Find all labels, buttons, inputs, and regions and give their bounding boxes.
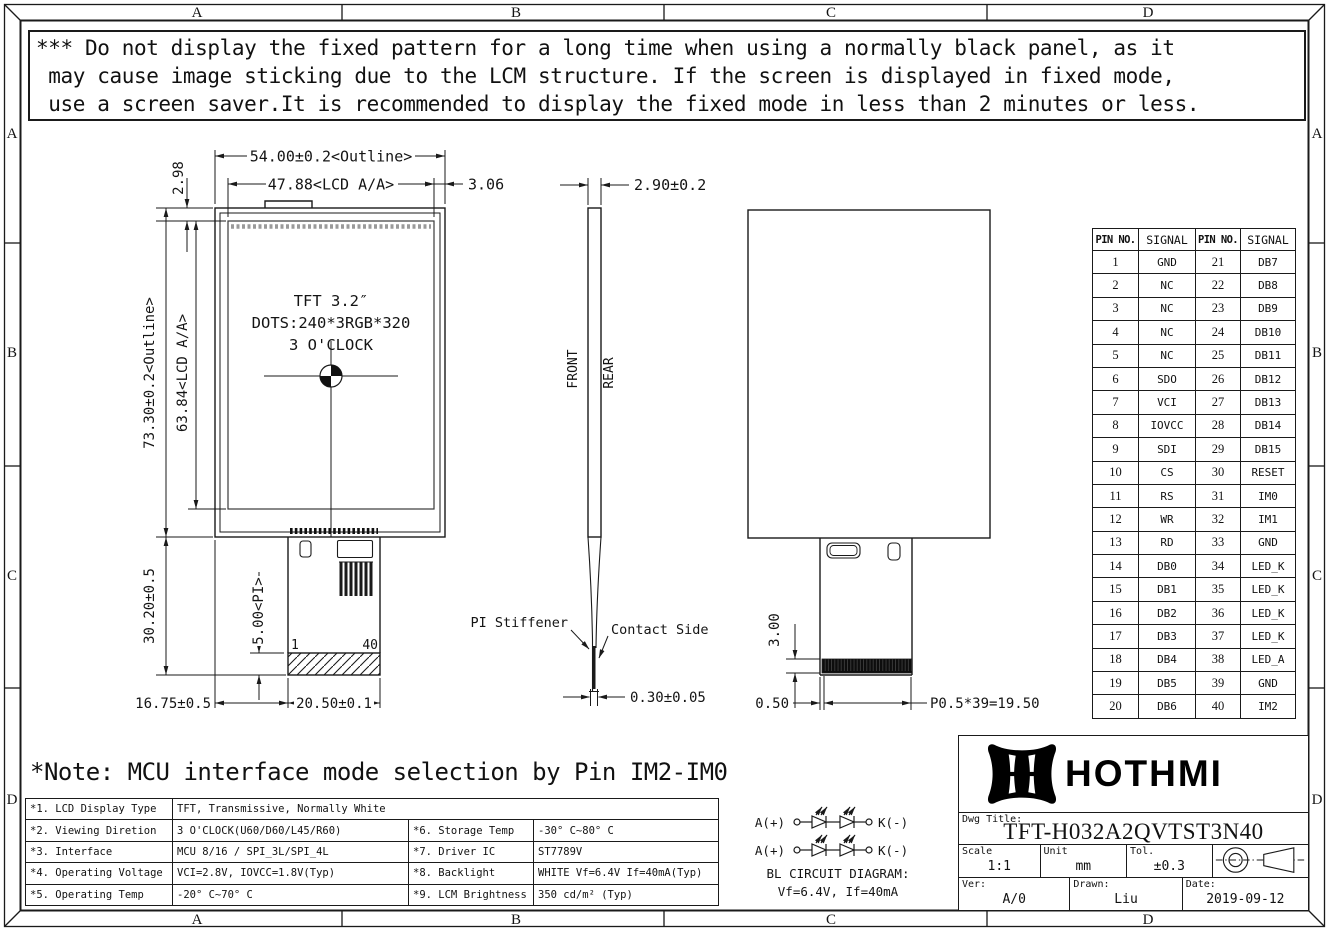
spec-value: WHITE Vf=6.4V If=40mA(Typ) [534, 863, 719, 884]
table-cell: DB6 [1139, 695, 1196, 718]
date-label: Date: [1185, 879, 1216, 890]
svg-text:FRONT: FRONT [566, 349, 581, 389]
led-icon [840, 807, 855, 828]
spec-label: *3. Interface [26, 841, 173, 862]
table-cell: 12 [1093, 508, 1139, 531]
svg-text:3.06: 3.06 [468, 175, 505, 194]
spec-table-container [25, 798, 719, 906]
table-cell: 29 [1196, 438, 1241, 461]
table-cell: 5 [1093, 344, 1139, 367]
svg-text:20.50±0.1: 20.50±0.1 [296, 696, 372, 712]
table-cell: DB2 [1139, 601, 1196, 624]
table-cell: 8 [1093, 414, 1139, 437]
svg-text:BL CIRCUIT DIAGRAM:: BL CIRCUIT DIAGRAM: [766, 866, 910, 881]
table-cell: 40 [1196, 695, 1241, 718]
svg-text:3.00: 3.00 [767, 613, 783, 647]
table-cell: VCI [1139, 391, 1196, 414]
rear-view [748, 210, 990, 675]
svg-text:B: B [1311, 345, 1323, 361]
table-cell: 14 [1093, 555, 1139, 578]
column-header: PIN NO. [1093, 229, 1139, 251]
svg-text:0.50: 0.50 [755, 696, 789, 712]
table-row [1093, 274, 1296, 297]
svg-text:Vf=6.4V, If=40mA: Vf=6.4V, If=40mA [777, 884, 899, 899]
table-cell: 19 [1093, 672, 1139, 695]
table-cell: DB9 [1241, 297, 1296, 320]
svg-text:5.00<PI>: 5.00<PI> [251, 577, 267, 645]
table-cell: 1 [1093, 251, 1139, 274]
table-cell: NC [1139, 321, 1196, 344]
table-cell: 2 [1093, 274, 1139, 297]
first-angle-projection-icon [1214, 845, 1306, 876]
table-row [1093, 578, 1296, 601]
svg-text:47.88<LCD A/A>: 47.88<LCD A/A> [267, 175, 395, 194]
spec-table [25, 798, 719, 906]
version-row [959, 877, 1308, 910]
fpc-contact-strip [822, 659, 912, 673]
scale-row [959, 844, 1308, 877]
brand-name: HOTHMI [1065, 753, 1223, 794]
mcu-note: *Note: MCU interface mode selection by Pin IM2-IM0 [30, 758, 728, 786]
table-cell: 34 [1196, 555, 1241, 578]
led-icon [840, 835, 855, 856]
spec-value: 3 O'CLOCK(U60/D60/L45/R60) [173, 820, 409, 841]
spec-label: *5. Operating Temp [26, 884, 173, 905]
table-row [1093, 461, 1296, 484]
spec-value: -30° C~80° C [534, 820, 719, 841]
hothmi-logo-icon [987, 743, 1057, 805]
table-cell: DB3 [1139, 625, 1196, 648]
unit-label: Unit [1043, 846, 1068, 857]
spec-label: *4. Operating Voltage [26, 863, 173, 884]
tolerance-label: Tol. [1130, 846, 1155, 857]
table-cell: 39 [1196, 672, 1241, 695]
svg-text:B: B [6, 345, 18, 361]
table-cell: 36 [1196, 601, 1241, 624]
svg-text:D: D [6, 792, 18, 808]
table-cell: WR [1139, 508, 1196, 531]
table-cell: 35 [1196, 578, 1241, 601]
svg-text:D: D [1311, 792, 1323, 808]
table-cell: 24 [1196, 321, 1241, 344]
table-cell: 21 [1196, 251, 1241, 274]
drawn-label: Drawn: [1073, 879, 1110, 890]
spec-label: *8. Backlight [409, 863, 534, 884]
table-cell: 22 [1196, 274, 1241, 297]
table-cell: DB0 [1139, 555, 1196, 578]
spec-label: *7. Driver IC [409, 841, 534, 862]
table-header-row [1093, 229, 1296, 251]
dwg-title-label: Dwg Title: [962, 814, 1023, 825]
table-cell: RS [1139, 484, 1196, 507]
warning-line: use a screen saver.It is recommended to display the fixed mode in less than 2 minutes or less. [36, 92, 1200, 116]
table-cell: DB10 [1241, 321, 1296, 344]
unit-value: mm [1075, 859, 1092, 874]
pin-table [1092, 228, 1296, 719]
table-row [1093, 648, 1296, 671]
table-cell: 3 [1093, 297, 1139, 320]
table-cell: 17 [1093, 625, 1139, 648]
table-cell: LED_K [1241, 601, 1296, 624]
spec-label: *6. Storage Temp [409, 820, 534, 841]
table-cell: RESET [1241, 461, 1296, 484]
table-row [1093, 251, 1296, 274]
dwg-title: TFT-H032A2QVTST3N40 [1003, 819, 1264, 844]
table-cell: DB14 [1241, 414, 1296, 437]
table-cell: 32 [1196, 508, 1241, 531]
front-view [215, 201, 445, 675]
table-cell: DB12 [1241, 367, 1296, 390]
title-block [958, 735, 1309, 911]
table-cell: CS [1139, 461, 1196, 484]
table-cell: LED_K [1241, 625, 1296, 648]
table-cell: 16 [1093, 601, 1139, 624]
table-cell: 11 [1093, 484, 1139, 507]
svg-text:DOTS:240*3RGB*320: DOTS:240*3RGB*320 [251, 314, 411, 332]
table-row [1093, 367, 1296, 390]
table-cell: LED_K [1241, 555, 1296, 578]
table-cell: 28 [1196, 414, 1241, 437]
table-cell: 4 [1093, 321, 1139, 344]
table-cell: IM1 [1241, 508, 1296, 531]
table-row [1093, 555, 1296, 578]
drawn-value: Liu [1114, 892, 1138, 907]
svg-text:C: C [1311, 568, 1323, 584]
table-cell: DB15 [1241, 438, 1296, 461]
table-cell: 38 [1196, 648, 1241, 671]
column-header: PIN NO. [1196, 229, 1241, 251]
table-row [1093, 625, 1296, 648]
svg-text:TFT 3.2″: TFT 3.2″ [293, 292, 369, 310]
svg-text:K(-): K(-) [878, 843, 909, 858]
spec-value: VCI=2.8V, IOVCC=1.8V(Typ) [173, 863, 409, 884]
table-row [1093, 321, 1296, 344]
table-cell: 30 [1196, 461, 1241, 484]
svg-text:30.20±0.5: 30.20±0.5 [142, 568, 158, 644]
table-cell: 6 [1093, 367, 1139, 390]
svg-text:PI Stiffener: PI Stiffener [470, 615, 568, 631]
svg-text:1: 1 [291, 638, 299, 653]
table-cell: 26 [1196, 367, 1241, 390]
date-value: 2019-09-12 [1206, 892, 1285, 907]
svg-text:D: D [1142, 5, 1154, 21]
spec-label: *1. LCD Display Type [26, 799, 173, 820]
dwg-title-row [959, 812, 1308, 844]
table-cell: LED_K [1241, 578, 1296, 601]
svg-text:A: A [1311, 126, 1323, 142]
svg-text:73.30±0.2<Outline>: 73.30±0.2<Outline> [142, 297, 158, 449]
table-cell: 7 [1093, 391, 1139, 414]
table-cell: RD [1139, 531, 1196, 554]
warning-box [28, 30, 1306, 121]
table-cell: 20 [1093, 695, 1139, 718]
table-row [26, 884, 719, 905]
svg-text:40: 40 [362, 638, 378, 653]
svg-text:A: A [6, 126, 18, 142]
table-cell: SDI [1139, 438, 1196, 461]
table-cell: GND [1139, 251, 1196, 274]
table-cell: DB8 [1241, 274, 1296, 297]
table-row [1093, 508, 1296, 531]
table-cell: DB1 [1139, 578, 1196, 601]
table-cell: 23 [1196, 297, 1241, 320]
spec-value: 350 cd/m² (Typ) [534, 884, 719, 905]
table-row [26, 863, 719, 884]
svg-text:2.90±0.2: 2.90±0.2 [634, 176, 707, 194]
table-cell: DB13 [1241, 391, 1296, 414]
table-cell: 9 [1093, 438, 1139, 461]
table-cell: NC [1139, 274, 1196, 297]
scale-value: 1:1 [987, 859, 1011, 874]
table-cell: 31 [1196, 484, 1241, 507]
spec-value: MCU 8/16 / SPI_3L/SPI_4L [173, 841, 409, 862]
svg-text:K(-): K(-) [878, 815, 909, 830]
table-row [1093, 297, 1296, 320]
svg-text:63.84<LCD A/A>: 63.84<LCD A/A> [175, 313, 191, 433]
table-cell: LED_A [1241, 648, 1296, 671]
table-row [1093, 672, 1296, 695]
svg-text:B: B [510, 912, 522, 928]
table-cell: SDO [1139, 367, 1196, 390]
table-row [1093, 414, 1296, 437]
table-cell: GND [1241, 672, 1296, 695]
table-row [26, 799, 719, 820]
table-row [1093, 344, 1296, 367]
table-cell: IOVCC [1139, 414, 1196, 437]
table-cell: NC [1139, 344, 1196, 367]
spec-value: ST7789V [534, 841, 719, 862]
svg-text:Contact Side: Contact Side [611, 622, 709, 638]
table-cell: DB5 [1139, 672, 1196, 695]
table-cell: DB7 [1241, 251, 1296, 274]
table-row [1093, 531, 1296, 554]
table-cell: 37 [1196, 625, 1241, 648]
svg-text:D: D [1142, 912, 1154, 928]
table-cell: IM2 [1241, 695, 1296, 718]
table-cell: GND [1241, 531, 1296, 554]
table-cell: 13 [1093, 531, 1139, 554]
table-cell: 25 [1196, 344, 1241, 367]
led-icon [812, 835, 827, 856]
table-row [26, 841, 719, 862]
table-cell: 33 [1196, 531, 1241, 554]
table-row [1093, 601, 1296, 624]
side-view [588, 208, 601, 692]
column-header: SIGNAL [1139, 229, 1196, 251]
svg-text:2.98: 2.98 [171, 161, 187, 195]
column-header: SIGNAL [1241, 229, 1296, 251]
table-cell: 18 [1093, 648, 1139, 671]
svg-text:B: B [510, 5, 522, 21]
svg-text:A: A [191, 912, 203, 928]
table-row [26, 820, 719, 841]
svg-text:3 O'CLOCK: 3 O'CLOCK [289, 336, 373, 354]
tolerance-value: ±0.3 [1153, 859, 1185, 874]
svg-text:16.75±0.5: 16.75±0.5 [135, 696, 211, 712]
table-row [1093, 438, 1296, 461]
table-cell: NC [1139, 297, 1196, 320]
version-label: Ver: [962, 879, 987, 890]
svg-text:P0.5*39=19.50: P0.5*39=19.50 [930, 696, 1040, 712]
spec-label: *2. Viewing Diretion [26, 820, 173, 841]
svg-text:0.30±0.05: 0.30±0.05 [630, 690, 706, 706]
spec-value: -20° C~70° C [173, 884, 409, 905]
table-row [1093, 484, 1296, 507]
bl-circuit-diagram [755, 807, 910, 899]
table-row [1093, 695, 1296, 718]
svg-text:54.00±0.2<Outline>: 54.00±0.2<Outline> [249, 147, 413, 166]
warning-line: *** Do not display the fixed pattern for a long time when using a normally black panel, as it [36, 36, 1175, 60]
table-cell: 27 [1196, 391, 1241, 414]
svg-text:C: C [6, 568, 18, 584]
table-cell: DB4 [1139, 648, 1196, 671]
spec-label: *9. LCM Brightness [409, 884, 534, 905]
spec-value: TFT, Transmissive, Normally White [173, 799, 719, 820]
svg-text:C: C [825, 912, 837, 928]
fpc-connector [338, 541, 374, 597]
pi-stiffener-hatch [288, 653, 380, 675]
svg-text:A(+): A(+) [754, 815, 785, 830]
scale-label: Scale [962, 846, 993, 857]
svg-text:A: A [191, 5, 203, 21]
svg-text:A(+): A(+) [754, 843, 785, 858]
table-row [1093, 391, 1296, 414]
pin-table-container [1092, 228, 1296, 719]
table-cell: 10 [1093, 461, 1139, 484]
svg-text:REAR: REAR [602, 357, 617, 389]
svg-text:C: C [825, 5, 837, 21]
table-cell: IM0 [1241, 484, 1296, 507]
warning-line: may cause image sticking due to the LCM structure. If the screen is displayed in fixed mode, [36, 64, 1175, 88]
logo-row [959, 736, 1308, 812]
table-cell: DB11 [1241, 344, 1296, 367]
table-cell: 15 [1093, 578, 1139, 601]
version-value: A/0 [1002, 892, 1026, 907]
led-icon [812, 807, 827, 828]
